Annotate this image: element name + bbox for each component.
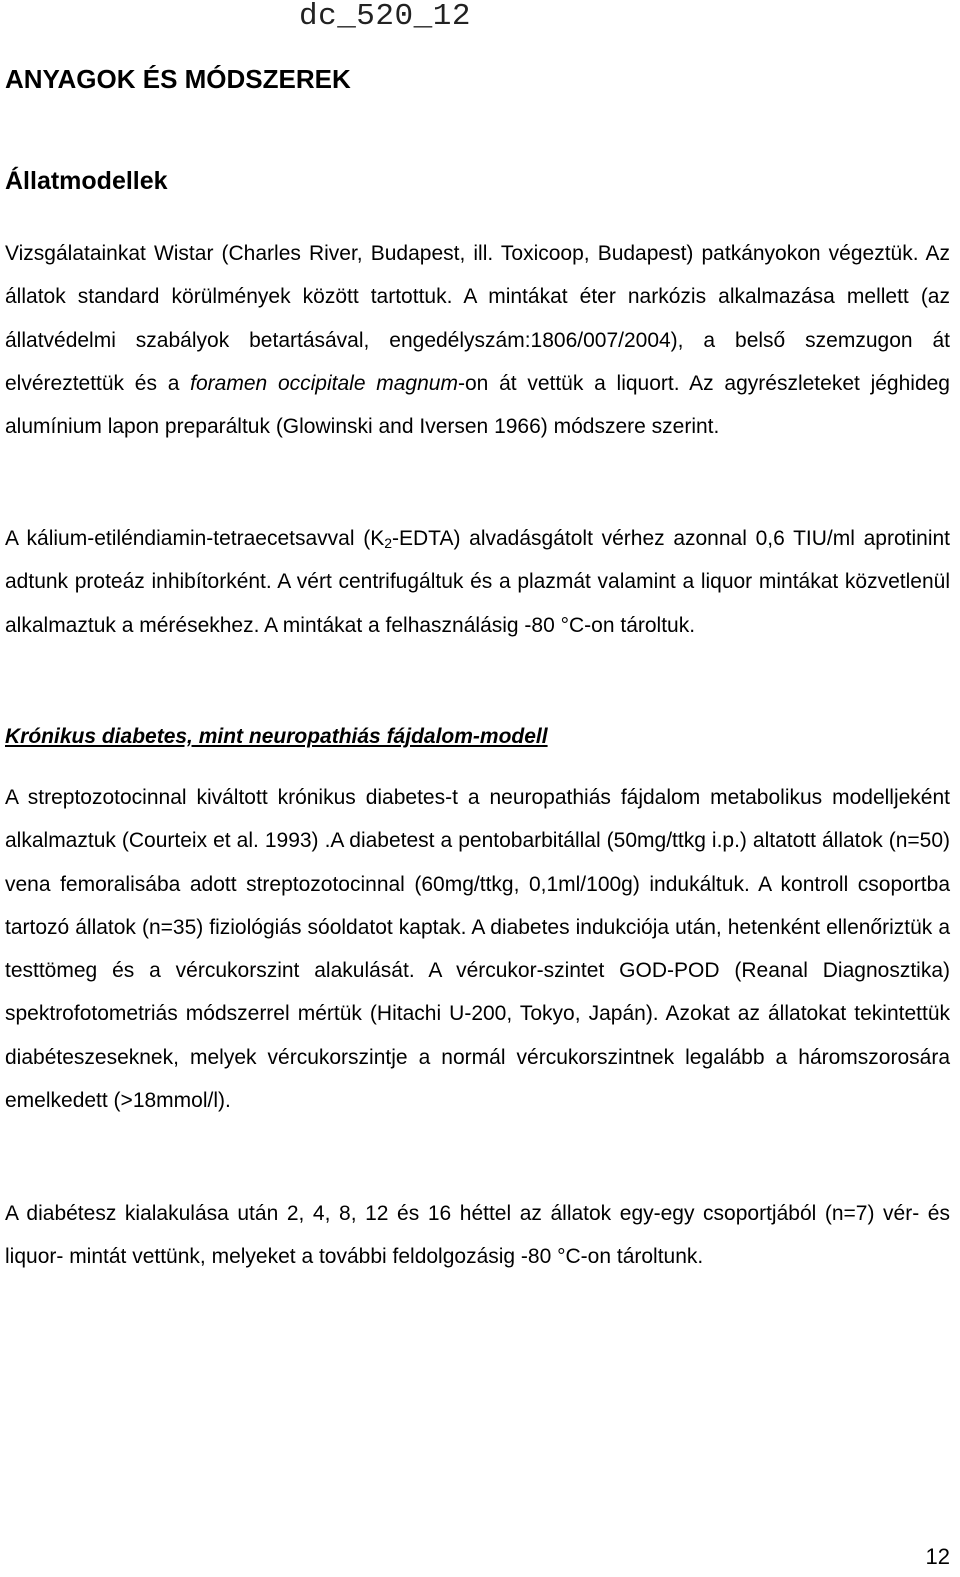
- page-number: 12: [925, 1544, 950, 1569]
- italic-subheading: Krónikus diabetes, mint neuropathiás fájdalom-modell: [5, 725, 548, 748]
- paragraph-text: -EDTA) alvadásgátolt vérhez azonnal 0,6 TIU/ml aprotinint adtunk proteáz inhibítorként. A vért centrifugáltuk és a plazmát valamint a liquor mintákat közvetlenül alkalmaztuk a mérésekhez. A mintákat a felhasználásig -80 °C-on tároltuk.: [5, 527, 950, 637]
- paragraph-edta-samples: [5, 517, 950, 647]
- paragraph-sampling: A diabétesz kialakulása után 2, 4, 8, 12 és 16 héttel az állatok egy-egy csoportjából (n=7) vér- és liquor- mintát vettünk, melyeket a további feldolgozásig -80 °C-on tároltunk.: [5, 1202, 950, 1269]
- subscript: 2: [384, 535, 393, 551]
- section-title: ANYAGOK ÉS MÓDSZEREK: [5, 64, 351, 94]
- document-id: dc_520_12: [299, 0, 471, 34]
- paragraph-animal-models: [5, 232, 950, 448]
- paragraph-text: Vizsgálatainkat Wistar (Charles River, Budapest, ill. Toxicoop, Budapest) patkányokon végeztük. Az állatok standard körülmények között tartottuk. A mintákat éter narkózis alkalmazása mellett (az állatvédelmi szabályok betartásával, engedélyszám:1806/007/2004), a belső szemzugon át elvéreztettük és a: [5, 242, 950, 395]
- paragraph-text: -on át vettük a liquort. Az agyrészleteket jéghideg alumínium lapon preparáltuk (Glowinski and Iversen 1966) módszere szerint.: [5, 371, 950, 439]
- paragraph-diabetes-model: A streptozotocinnal kiváltott krónikus diabetes-t a neuropathiás fájdalom metabolikus modelljeként alkalmaztuk (Courteix et al. 1993) .A diabetest a pentobarbitállal (50mg/ttkg i.p.) altatott állatok (n=50) vena femoralisába adott streptozotocinnal (60mg/ttkg, 0,1ml/100g) indukáltuk. A kontroll csoportba tartozó állatok (n=35) fiziológiás sóoldatot kaptak. A diabetes indukciója után, hetenként ellenőriztük a testtömeg és a vércukorszint alakulását. A vércukor-szintet GOD-POD (Reanal Diagnosztika) spektrofotometriás módszerrel mértük (Hitachi U-200, Tokyo, Japán). Azokat az állatokat tekintettük diabéteszeseknek, melyek vércukorszintje a normál vércukorszintnek legalább a háromszorosára emelkedett (>18mmol/l).: [5, 786, 950, 1113]
- italic-term: foramen occipitale magnum: [190, 371, 458, 395]
- paragraph-text: A kálium-etiléndiamin-tetraecetsavval (K: [5, 527, 385, 550]
- subsection-title: Állatmodellek: [5, 167, 168, 195]
